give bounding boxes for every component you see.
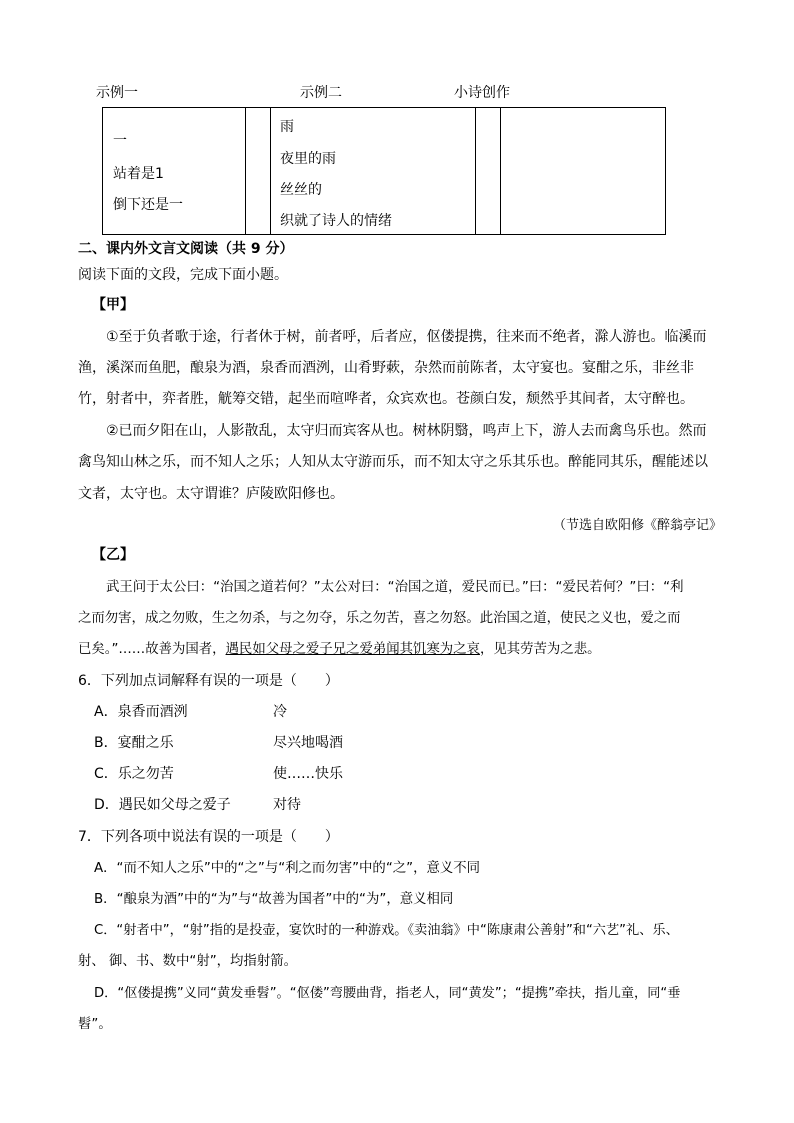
table-header-example1: 示例一: [96, 85, 138, 101]
q6-option-label: D．遇民如父母之爱子: [94, 797, 231, 813]
passage-jia-label: 【甲】: [92, 297, 134, 313]
passage-jia-line: 渔，溪深而鱼肥，酿泉为酒，泉香而酒洌，山肴野蔌，杂然而前陈者，太守宴也。宴酣之乐，非丝非: [78, 360, 694, 376]
q6-option-label: A．泉香而酒洌: [94, 704, 188, 720]
example1-line: 倒下还是一: [113, 197, 183, 213]
passage-yi-text: 已矣。”……故善为国者，: [78, 642, 226, 657]
q7-option-c-cont: 射、 御、书、数中“射”，均指射箭。: [78, 954, 297, 969]
q6-option-label: B．宴酣之乐: [94, 735, 174, 751]
table-divider: [245, 108, 246, 234]
underlined-sentence: 遇民如父母之爱子兄之爱弟闻其饥寒为之哀: [225, 642, 480, 657]
example1-line: 一: [113, 133, 127, 149]
example2-line: 夜里的雨: [280, 151, 336, 167]
q7-option-c: C．“射者中”，“射”指的是投壶，宴饮时的一种游戏。《卖油翁》中“陈康肃公善射”和“六艺”礼、乐、: [94, 923, 679, 938]
example2-line: 织就了诗人的情绪: [280, 213, 392, 229]
passage-jia-line: 竹，射者中，弈者胜，觥筹交错，起坐而喧哗者，众宾欢也。苍颜白发，颓然乎其间者，太守醉也。: [78, 391, 694, 407]
table-divider: [500, 108, 501, 234]
q6-option-label: C．乐之勿苦: [94, 766, 174, 782]
question-6-stem: 6．下列加点词解释有误的一项是（ ）: [78, 673, 339, 689]
passage-source: （节选自欧阳修《醉翁亭记》: [553, 518, 723, 533]
q6-option-meaning: 尽兴地喝酒: [273, 735, 343, 751]
table-divider: [475, 108, 476, 234]
passage-yi-text: ，见其劳苦为之悲。: [479, 642, 601, 657]
q6-option-meaning: 冷: [273, 704, 287, 720]
passage-jia-line: 文者，太守也。太守谓谁？庐陵欧阳修也。: [78, 486, 344, 502]
q7-option-d-cont: 髫”。: [78, 1017, 112, 1032]
example2-line: 雨: [280, 119, 294, 135]
q7-option-d: D．“伛偻提携”义同“黄发垂髫”。“伛偻”弯腰曲背，指老人，同“黄发”；“提携”牵扶，指儿童，同“垂: [94, 986, 681, 1001]
table-divider: [270, 108, 271, 234]
passage-yi-label: 【乙】: [92, 547, 134, 563]
poem-table: [102, 107, 666, 235]
passage-yi-line: 武王问于太公曰：“治国之道若何？”太公对曰：“治国之道，爱民而已。”曰：“爱民若何？”曰：“利: [106, 580, 684, 595]
passage-yi-line: [78, 638, 742, 657]
table-header-example2: 示例二: [300, 85, 342, 101]
passage-jia-line: ①至于负者歌于途，行者休于树，前者呼，后者应，伛偻提携，往来而不绝者，滁人游也。临溪而: [106, 329, 707, 345]
section-instruction: 阅读下面的文段，完成下面小题。: [78, 267, 288, 283]
example1-line: 站着是1: [113, 166, 164, 182]
example2-line: 丝丝的: [280, 182, 322, 198]
q6-option-meaning: 使……快乐: [273, 766, 343, 782]
table-header-poem: 小诗创作: [454, 85, 510, 101]
q7-option-a: A．“而不知人之乐”中的“之”与“利之而勿害”中的“之”，意义不同: [94, 861, 481, 876]
question-7-stem: 7．下列各项中说法有误的一项是（ ）: [78, 829, 339, 845]
passage-yi-line: 之而勿害，成之勿败，生之勿杀，与之勿夺，乐之勿苦，喜之勿怒。此治国之道，使民之义也，爱之而: [78, 611, 681, 626]
q6-option-meaning: 对待: [273, 797, 301, 813]
section-title: 二、课内外文言文阅读（共 9 分）: [78, 241, 294, 257]
passage-jia-line: 禽鸟知山林之乐，而不知人之乐；人知从太守游而乐，而不知太守之乐其乐也。醉能同其乐，醒能述以: [78, 454, 708, 470]
passage-jia-line: ②已而夕阳在山，人影散乱，太守归而宾客从也。树林阴翳，鸣声上下，游人去而禽鸟乐也。然而: [106, 423, 707, 439]
q7-option-b: B．“酿泉为酒”中的“为”与“故善为国者”中的“为”，意义相同: [94, 892, 454, 907]
